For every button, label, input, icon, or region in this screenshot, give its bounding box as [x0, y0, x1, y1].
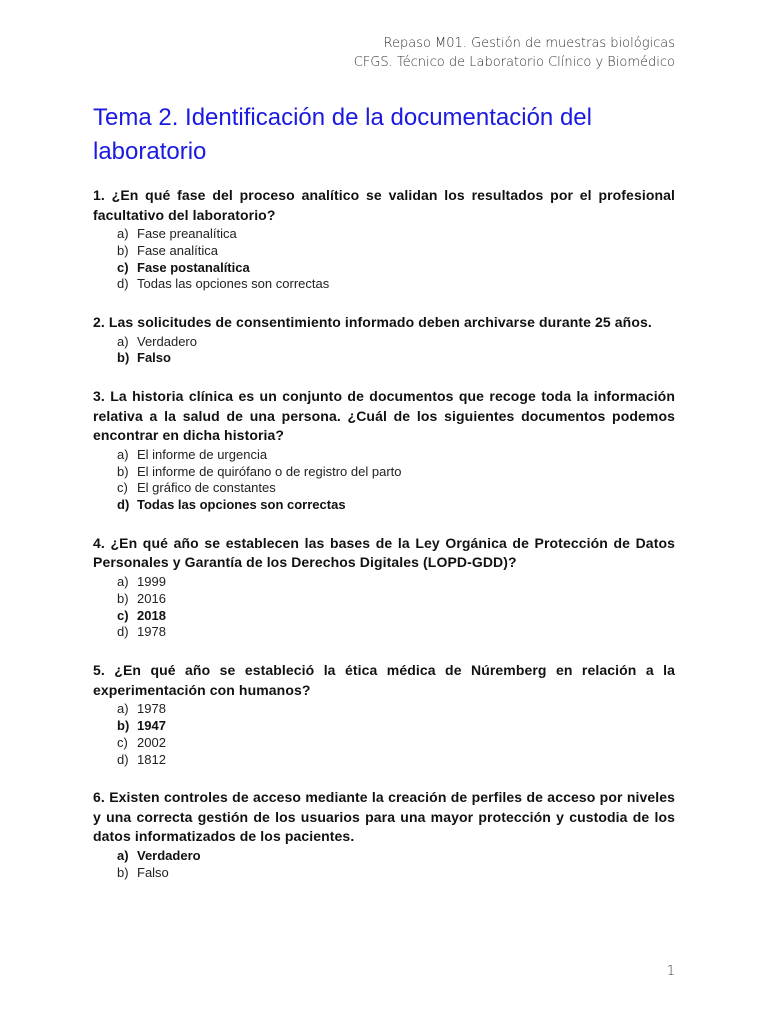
option-letter: a)	[117, 701, 129, 717]
question-number: 2.	[93, 314, 105, 331]
option-letter: a)	[117, 446, 129, 462]
option-text: El informe de quirófano o de registro del parto	[137, 463, 402, 479]
question-body: Existen controles de acceso mediante la creación de perfiles de acceso por niveles y una correcta gestión de los usuarios para una mayor protección y custodia de los datos informatizados de los pacientes.	[93, 789, 675, 845]
option-letter: a)	[117, 226, 129, 241]
question-text	[93, 186, 675, 225]
answer-option-correct	[117, 497, 675, 514]
option-letter: b)	[117, 350, 130, 366]
answer-option-correct	[117, 350, 675, 367]
answer-option	[117, 334, 675, 351]
option-text: 1978	[137, 624, 166, 640]
option-text: Todas las opciones son correctas	[137, 497, 346, 513]
option-text: Fase postanalítica	[137, 259, 250, 275]
answer-options	[93, 447, 675, 514]
answer-option-correct	[117, 608, 675, 625]
option-text: Verdadero	[137, 847, 201, 863]
option-letter: a)	[117, 333, 129, 349]
answer-option-correct	[117, 260, 675, 277]
option-letter: d)	[117, 751, 129, 767]
header-program-line: CFGS. Técnico de Laboratorio Clínico y Biomédico	[353, 55, 675, 70]
option-letter: c)	[117, 607, 129, 623]
option-text: Falso	[137, 864, 169, 880]
answer-options	[93, 226, 675, 293]
question-item	[93, 534, 675, 641]
answer-option	[117, 447, 675, 464]
answer-option	[117, 591, 675, 608]
answer-option	[117, 243, 675, 260]
answer-option	[117, 464, 675, 481]
option-letter: d)	[117, 497, 130, 513]
answer-option-correct	[117, 848, 675, 865]
question-number: 4.	[93, 534, 105, 551]
question-text	[93, 387, 675, 446]
page-title: Tema 2. Identificación de la documentación del laboratorio	[93, 104, 592, 165]
answer-option	[117, 480, 675, 497]
question-body: ¿En qué año se estableció la ética médica de Núremberg en relación a la experimentación con humanos?	[93, 662, 675, 698]
option-letter: b)	[117, 242, 129, 258]
answer-option	[117, 735, 675, 752]
question-number: 1.	[93, 187, 105, 203]
answer-option	[117, 276, 675, 293]
option-text: El gráfico de constantes	[137, 480, 276, 496]
option-text: 1812	[137, 751, 166, 767]
option-text: Verdadero	[137, 333, 197, 349]
option-text: Todas las opciones son correctas	[137, 276, 330, 292]
question-text	[93, 534, 675, 573]
answer-options	[93, 574, 675, 641]
option-letter: a)	[117, 847, 129, 863]
option-text: Falso	[137, 350, 171, 366]
question-text	[93, 788, 675, 847]
question-body: ¿En qué fase del proceso analítico se validan los resultados por el profesional facultativo del laboratorio?	[93, 187, 675, 223]
option-text: 2002	[137, 734, 166, 750]
answer-options	[93, 701, 675, 768]
question-item	[93, 313, 675, 367]
answer-options	[93, 848, 675, 882]
option-text: 1999	[137, 573, 166, 589]
question-text	[93, 313, 675, 333]
answer-option	[117, 574, 675, 591]
question-number: 3.	[93, 388, 105, 405]
answer-option	[117, 752, 675, 769]
header-course-line: Repaso M01. Gestión de muestras biológicas	[383, 36, 675, 51]
answer-option	[117, 226, 675, 243]
question-body: La historia clínica es un conjunto de documentos que recoge toda la información relativa a la salud de una persona. ¿Cuál de los siguientes documentos podemos encontrar en dicha historia?	[93, 388, 675, 444]
question-item	[93, 186, 675, 293]
question-number: 5.	[93, 662, 105, 679]
option-letter: a)	[117, 573, 129, 589]
page-number: 1	[666, 964, 675, 979]
option-text: 2016	[137, 590, 166, 606]
question-body: Las solicitudes de consentimiento informado deben archivarse durante 25 años.	[108, 314, 652, 331]
option-letter: b)	[117, 463, 129, 479]
option-letter: b)	[117, 717, 130, 733]
question-item	[93, 661, 675, 768]
option-letter: c)	[117, 259, 129, 275]
question-item	[93, 788, 675, 881]
option-text: 1978	[137, 701, 166, 717]
option-letter: d)	[117, 276, 129, 292]
option-text: Fase preanalítica	[137, 226, 237, 241]
option-letter: d)	[117, 624, 129, 640]
question-item	[93, 387, 675, 514]
page-header	[354, 34, 675, 72]
answer-option	[117, 701, 675, 718]
option-text: 1947	[137, 717, 166, 733]
option-letter: b)	[117, 590, 129, 606]
answer-option-correct	[117, 718, 675, 735]
question-number: 6.	[93, 789, 105, 806]
option-text: 2018	[137, 607, 166, 623]
option-text: Fase analítica	[137, 242, 218, 258]
answer-options	[93, 334, 675, 368]
option-letter: c)	[117, 480, 128, 496]
question-text	[93, 661, 675, 700]
answer-option	[117, 624, 675, 641]
option-text: El informe de urgencia	[137, 446, 268, 462]
question-list	[93, 186, 675, 901]
option-letter: b)	[117, 864, 129, 880]
answer-option	[117, 865, 675, 882]
question-body: ¿En qué año se establecen las bases de la Ley Orgánica de Protección de Datos Personales y Garantía de los Derechos Digitales (LOPD-GDD)?	[93, 534, 675, 571]
option-letter: c)	[117, 734, 128, 750]
